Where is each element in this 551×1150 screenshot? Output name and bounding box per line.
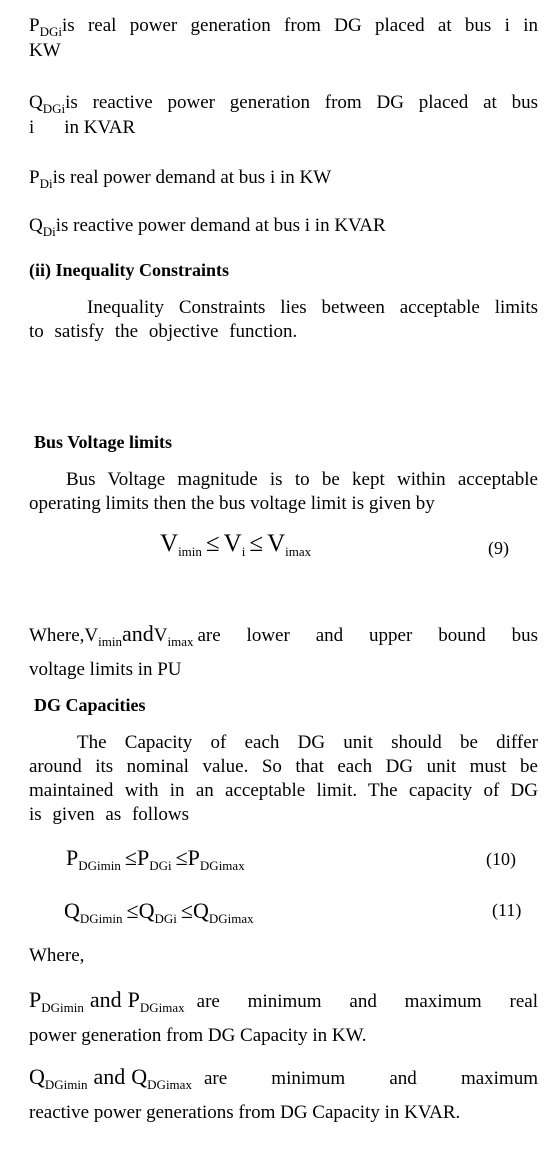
subscript: Di: [39, 176, 53, 191]
definition-text: reactive power generations from DG Capacity in KVAR.: [29, 1102, 461, 1123]
subscript: imin: [98, 634, 122, 649]
symbol-v: V: [153, 625, 168, 646]
symbol-p: P: [187, 845, 200, 870]
symbol-q: Q: [192, 898, 209, 923]
symbol-q: Q: [131, 1064, 148, 1089]
definition-unit: in KVAR: [64, 117, 136, 138]
dg-where: [29, 944, 538, 968]
subscript: DGimax: [139, 1000, 185, 1015]
conjunction: and: [121, 621, 154, 646]
symbol-q: Q: [29, 1064, 45, 1089]
conjunction: and: [89, 987, 122, 1012]
definition-text: are minimum and maximum: [203, 1068, 538, 1089]
definition-text: is real power generation from DG placed at bus i in: [61, 15, 538, 36]
subscript: DGimax: [199, 858, 245, 873]
definition-text: is reactive power demand at bus i in KVAR: [55, 215, 386, 236]
symbol-p: P: [29, 15, 40, 36]
subscript: imax: [167, 634, 194, 649]
section-heading: Bus Voltage limits: [34, 432, 173, 452]
definition-text: voltage limits in PU: [29, 659, 182, 680]
subscript: DGimax: [208, 911, 254, 926]
symbol-q: Q: [138, 898, 155, 923]
equation-number: (11): [492, 900, 522, 920]
def-qd: [29, 214, 538, 239]
le-sign: ≤: [175, 845, 188, 870]
symbol-q: Q: [64, 898, 80, 923]
paragraph: Bus Voltage magnitude is to be kept within acceptable operating limits then the bus voltage limit is given by: [29, 469, 538, 514]
def-pd: [29, 166, 538, 191]
symbol-p: P: [29, 167, 40, 188]
symbol-v: V: [267, 530, 286, 557]
def-qdg: [29, 91, 538, 140]
voltage-paragraph: [29, 468, 538, 516]
equation-number: (10): [486, 849, 516, 869]
le-sign: ≤: [249, 530, 264, 557]
subscript: DGi: [39, 24, 62, 39]
voltage-where: [29, 620, 538, 682]
definition-unit: KW: [29, 40, 61, 61]
section-heading: (ii) Inequality Constraints: [29, 260, 230, 280]
le-sign: ≤: [205, 530, 220, 557]
paragraph: The Capacity of each DG unit should be differ around its nominal value. So that each DG unit must be maintained with in an acceptable limit. The capacity of DG is given as follows: [29, 732, 538, 825]
symbol-p: P: [127, 987, 140, 1012]
le-sign: ≤: [180, 898, 193, 923]
section-dg: [34, 694, 543, 716]
symbol-v: V: [160, 530, 179, 557]
equation-10: [66, 845, 245, 871]
section-voltage: [34, 431, 543, 453]
subscript: DGimin: [44, 1077, 88, 1092]
subscript: DGimin: [78, 858, 121, 873]
definition-text: are lower and upper bound bus: [197, 625, 538, 646]
symbol-p: P: [29, 987, 42, 1012]
subscript: DGi: [149, 858, 172, 873]
subscript: DGi: [42, 101, 66, 116]
subscript: Di: [42, 224, 56, 239]
symbol-p: P: [136, 845, 150, 870]
le-sign: ≤: [124, 845, 137, 870]
dg-paragraph: [29, 731, 538, 827]
symbol-v: V: [84, 625, 99, 646]
subscript: DGimin: [79, 911, 123, 926]
definition-text: is reactive power generation from DG placed at bus: [65, 92, 538, 113]
definition-text: is real power demand at bus i in KW: [52, 167, 332, 188]
section-heading: DG Capacities: [34, 695, 146, 715]
definition-text: power generation from DG Capacity in KW.: [29, 1025, 367, 1046]
section-inequality: [29, 259, 538, 281]
equation-number: (9): [488, 538, 509, 558]
subscript: imax: [285, 544, 312, 559]
def-pdg: [29, 14, 538, 63]
equation-9: [160, 530, 311, 558]
subscript: DGi: [154, 911, 177, 926]
where-word: Where,: [29, 945, 85, 966]
symbol-v: V: [223, 530, 242, 557]
dg-p-definition: [29, 986, 538, 1048]
equation-11: [64, 898, 254, 924]
symbol-p: P: [66, 845, 79, 870]
subscript: DGimax: [147, 1077, 192, 1092]
symbol-q: Q: [29, 92, 43, 113]
subscript: imin: [178, 544, 202, 559]
definition-text: are minimum and maximum real: [196, 991, 538, 1012]
paragraph: Inequality Constraints lies between acceptable limits to satisfy the objective function.: [29, 297, 538, 342]
conjunction: and: [93, 1064, 126, 1089]
definition-text: i: [29, 117, 35, 138]
where-word: Where,: [29, 625, 85, 646]
symbol-q: Q: [29, 215, 43, 236]
le-sign: ≤: [126, 898, 139, 923]
subscript: i: [241, 544, 246, 559]
subscript: DGimin: [41, 1000, 84, 1015]
dg-q-definition: [29, 1063, 538, 1125]
inequality-paragraph: [29, 296, 538, 344]
